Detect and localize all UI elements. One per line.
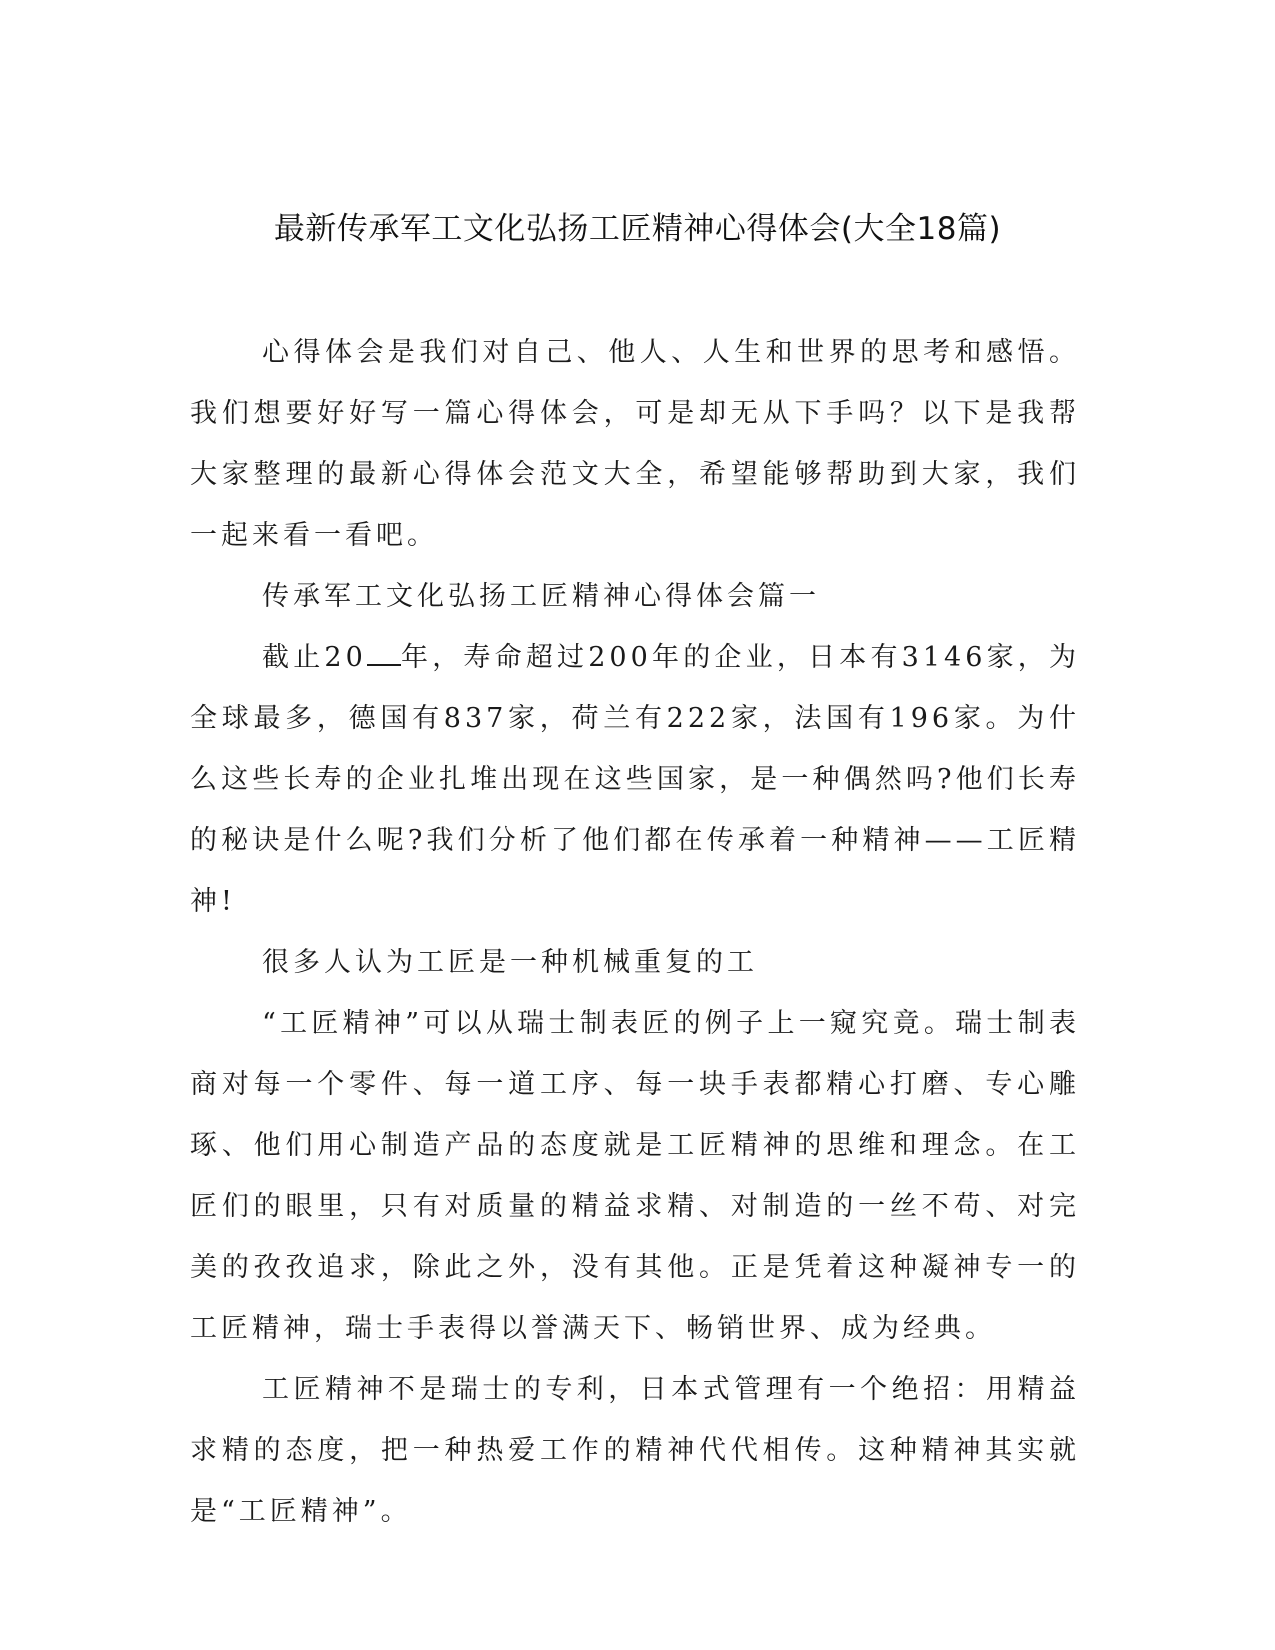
section-heading: 传承军工文化弘扬工匠精神心得体会篇一 bbox=[262, 581, 820, 612]
year-paragraph bbox=[190, 627, 1080, 932]
japan-paragraph: 工匠精神不是瑞士的专利，日本式管理有一个绝招：用精益求精的态度，把一种热爱工作的精神代代相传。这种精神其实就是“工匠精神”。 bbox=[190, 1374, 1080, 1527]
document-body bbox=[190, 322, 1080, 1542]
year-paragraph-start: 截止20 bbox=[262, 642, 367, 673]
fill-in-blank bbox=[367, 642, 401, 666]
year-paragraph-rest: 年，寿命超过200年的企业，日本有3146家，为全球最多，德国有837家，荷兰有222家，法国有196家。为什么这些长寿的企业扎堆出现在这些国家，是一种偶然吗?他们长寿的秘诀是什么呢?我们分析了他们都在传承着一种精神——工匠精神! bbox=[190, 642, 1081, 917]
swiss-watch-paragraph: “工匠精神”可以从瑞士制表匠的例子上一窥究竟。瑞士制表商对每一个零件、每一道工序、每一块手表都精心打磨、专心雕琢、他们用心制造产品的态度就是工匠精神的思维和理念。在工匠们的眼里，只有对质量的精益求精、对制造的一丝不苟、对完美的孜孜追求，除此之外，没有其他。正是凭着这种凝神专一的工匠精神，瑞士手表得以誉满天下、畅销世界、成为经典。 bbox=[190, 1008, 1080, 1344]
intro-paragraph: 心得体会是我们对自己、他人、人生和世界的思考和感悟。我们想要好好写一篇心得体会，可是却无从下手吗？以下是我帮大家整理的最新心得体会范文大全，希望能够帮助到大家，我们一起来看一看吧。 bbox=[190, 337, 1080, 551]
craftsman-paragraph: 很多人认为工匠是一种机械重复的工 bbox=[262, 947, 758, 978]
document-title: 最新传承军工文化弘扬工匠精神心得体会(大全18篇) bbox=[273, 211, 1002, 247]
